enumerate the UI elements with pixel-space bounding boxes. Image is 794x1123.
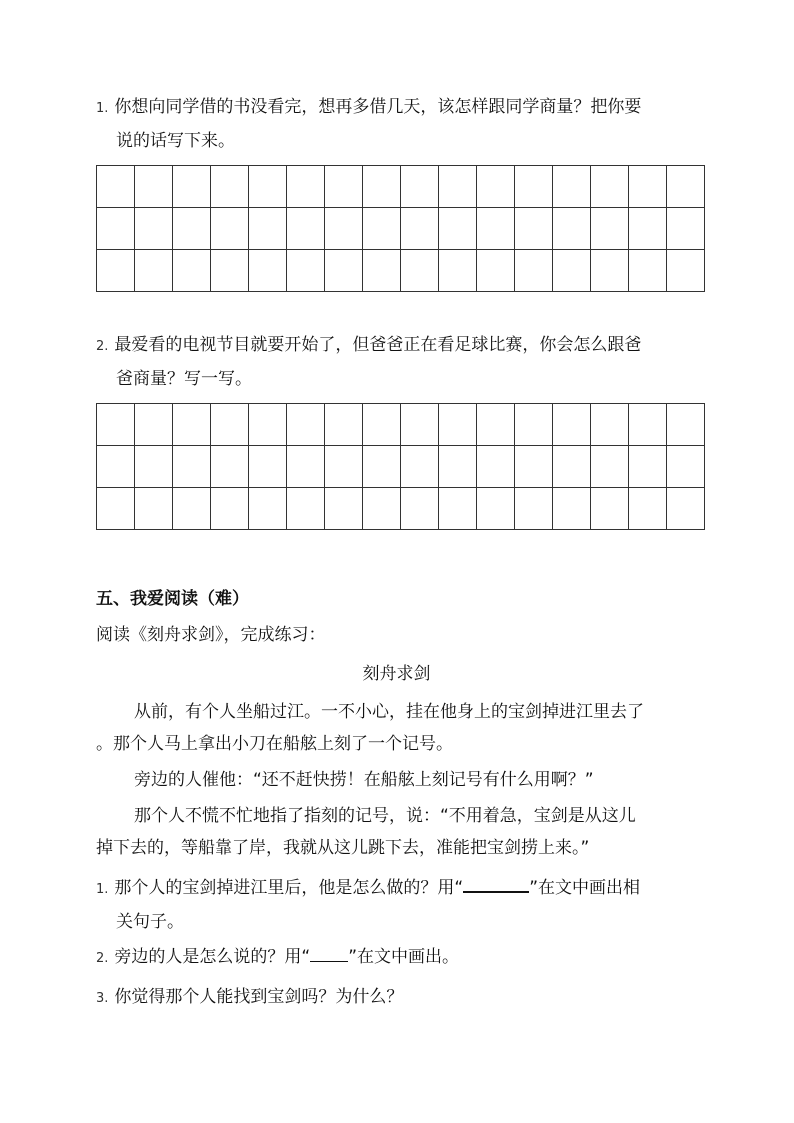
- grid-cell[interactable]: [401, 166, 439, 208]
- grid-cell[interactable]: [401, 404, 439, 446]
- grid-cell[interactable]: [97, 250, 135, 292]
- exercise-number: 2.: [96, 951, 109, 966]
- underline-blank: [310, 947, 348, 962]
- grid-cell[interactable]: [249, 166, 287, 208]
- grid-cell[interactable]: [553, 488, 591, 530]
- grid-cell[interactable]: [553, 404, 591, 446]
- grid-cell[interactable]: [325, 208, 363, 250]
- grid-cell[interactable]: [629, 446, 667, 488]
- grid-cell[interactable]: [515, 488, 553, 530]
- section-heading: 五、我爱阅读（难）: [96, 589, 249, 609]
- exercise-text-post: ”在文中画出。: [348, 947, 460, 967]
- grid-cell[interactable]: [439, 250, 477, 292]
- grid-cell[interactable]: [591, 208, 629, 250]
- question-text-cont: 爸商量？写一写。: [116, 369, 252, 389]
- grid-cell[interactable]: [629, 208, 667, 250]
- grid-cell[interactable]: [325, 488, 363, 530]
- grid-cell[interactable]: [211, 488, 249, 530]
- grid-cell[interactable]: [667, 404, 705, 446]
- grid-cell[interactable]: [287, 208, 325, 250]
- exercise-text-cont: 关句子。: [116, 912, 184, 932]
- grid-cell[interactable]: [287, 488, 325, 530]
- grid-cell[interactable]: [287, 404, 325, 446]
- grid-cell[interactable]: [173, 446, 211, 488]
- grid-cell[interactable]: [591, 250, 629, 292]
- grid-cell[interactable]: [211, 166, 249, 208]
- passage-line: 那个人不慌不忙地指了指刻的记号，说：“不用着急，宝剑是从这儿: [134, 806, 636, 826]
- grid-cell[interactable]: [439, 166, 477, 208]
- grid-cell[interactable]: [629, 250, 667, 292]
- grid-cell[interactable]: [287, 446, 325, 488]
- grid-cell[interactable]: [97, 446, 135, 488]
- grid-cell[interactable]: [553, 166, 591, 208]
- grid-cell[interactable]: [325, 446, 363, 488]
- writing-grid-2[interactable]: [96, 403, 705, 530]
- grid-cell[interactable]: [135, 488, 173, 530]
- exercise-text-post: ”在文中画出相: [529, 878, 641, 898]
- grid-cell[interactable]: [211, 208, 249, 250]
- grid-cell[interactable]: [515, 446, 553, 488]
- grid-cell[interactable]: [249, 208, 287, 250]
- passage-line: 掉下去的，等船靠了岸，我就从这儿跳下去，准能把宝剑捞上来。”: [96, 838, 590, 858]
- grid-cell[interactable]: [477, 488, 515, 530]
- passage-line: 从前，有个人坐船过江。一不小心，挂在他身上的宝剑掉进江里去了: [134, 702, 644, 722]
- grid-cell[interactable]: [173, 250, 211, 292]
- grid-cell[interactable]: [439, 488, 477, 530]
- underline-blank: [463, 877, 529, 893]
- grid-cell[interactable]: [173, 166, 211, 208]
- grid-cell[interactable]: [211, 446, 249, 488]
- grid-cell[interactable]: [287, 250, 325, 292]
- grid-cell[interactable]: [477, 208, 515, 250]
- grid-cell[interactable]: [515, 208, 553, 250]
- grid-cell[interactable]: [401, 488, 439, 530]
- passage-paragraph-2: 旁边的人催他：“还不赶快捞！在船舷上刻记号有什么用啊？”: [134, 770, 594, 790]
- grid-cell[interactable]: [667, 446, 705, 488]
- grid-cell[interactable]: [173, 208, 211, 250]
- exercise-text: 旁边的人是怎么说的？用“: [114, 947, 311, 967]
- grid-cell[interactable]: [477, 446, 515, 488]
- grid-cell[interactable]: [591, 446, 629, 488]
- grid-cell[interactable]: [477, 166, 515, 208]
- exercise-2: [96, 941, 706, 975]
- grid-cell[interactable]: [325, 404, 363, 446]
- grid-cell[interactable]: [591, 404, 629, 446]
- grid-cell[interactable]: [173, 404, 211, 446]
- grid-cell[interactable]: [135, 166, 173, 208]
- grid-cell[interactable]: [667, 250, 705, 292]
- passage-title: 刻舟求剑: [362, 664, 431, 684]
- exercise-1: [96, 872, 706, 938]
- grid-cell[interactable]: [591, 488, 629, 530]
- grid-cell[interactable]: [515, 404, 553, 446]
- grid-cell[interactable]: [211, 404, 249, 446]
- grid-cell[interactable]: [363, 488, 401, 530]
- grid-cell[interactable]: [287, 166, 325, 208]
- grid-cell[interactable]: [97, 166, 135, 208]
- question-text: 最爱看的电视节目就要开始了，但爸爸正在看足球比赛，你会怎么跟爸: [114, 335, 642, 355]
- grid-cell[interactable]: [629, 404, 667, 446]
- grid-cell[interactable]: [629, 166, 667, 208]
- reading-instruction: 阅读《刻舟求剑》，完成练习：: [96, 625, 326, 645]
- grid-cell[interactable]: [363, 166, 401, 208]
- question-text-cont: 说的话写下来。: [116, 131, 235, 151]
- passage-paragraph-1: [96, 696, 706, 760]
- grid-cell[interactable]: [97, 208, 135, 250]
- grid-cell[interactable]: [211, 250, 249, 292]
- question-2: [96, 329, 706, 395]
- grid-cell[interactable]: [667, 166, 705, 208]
- grid-cell[interactable]: [553, 208, 591, 250]
- grid-cell[interactable]: [477, 404, 515, 446]
- grid-cell[interactable]: [97, 404, 135, 446]
- grid-cell[interactable]: [439, 404, 477, 446]
- grid-cell[interactable]: [401, 208, 439, 250]
- grid-cell[interactable]: [249, 404, 287, 446]
- grid-row: [97, 404, 705, 446]
- grid-cell[interactable]: [363, 250, 401, 292]
- grid-cell[interactable]: [135, 208, 173, 250]
- passage-paragraph-3: [96, 800, 706, 864]
- grid-cell[interactable]: [401, 250, 439, 292]
- grid-cell[interactable]: [363, 208, 401, 250]
- question-1: [96, 91, 706, 157]
- grid-cell[interactable]: [135, 250, 173, 292]
- grid-row: [97, 446, 705, 488]
- question-number: 2.: [96, 339, 109, 354]
- grid-row: [97, 166, 705, 208]
- grid-cell[interactable]: [135, 446, 173, 488]
- writing-grid-1[interactable]: [96, 165, 705, 292]
- grid-cell[interactable]: [135, 404, 173, 446]
- grid-row: [97, 208, 705, 250]
- grid-row: [97, 250, 705, 292]
- grid-cell[interactable]: [325, 250, 363, 292]
- exercise-number: 1.: [96, 882, 109, 897]
- grid-cell[interactable]: [667, 488, 705, 530]
- grid-cell[interactable]: [477, 250, 515, 292]
- grid-cell[interactable]: [97, 488, 135, 530]
- grid-cell[interactable]: [173, 488, 211, 530]
- grid-cell[interactable]: [363, 404, 401, 446]
- grid-cell[interactable]: [553, 250, 591, 292]
- grid-cell[interactable]: [325, 166, 363, 208]
- grid-cell[interactable]: [553, 446, 591, 488]
- exercise-number: 3.: [96, 991, 109, 1006]
- exercise-text: 那个人的宝剑掉进江里后，他是怎么做的？用“: [114, 878, 464, 898]
- question-number: 1.: [96, 101, 109, 116]
- passage-line: 。那个人马上拿出小刀在船舷上刻了一个记号。: [96, 734, 453, 754]
- grid-cell[interactable]: [249, 488, 287, 530]
- grid-row: [97, 488, 705, 530]
- grid-cell[interactable]: [439, 446, 477, 488]
- grid-cell[interactable]: [591, 166, 629, 208]
- grid-cell[interactable]: [401, 446, 439, 488]
- grid-cell[interactable]: [515, 166, 553, 208]
- grid-cell[interactable]: [667, 208, 705, 250]
- grid-cell[interactable]: [439, 208, 477, 250]
- grid-cell[interactable]: [249, 250, 287, 292]
- grid-cell[interactable]: [629, 488, 667, 530]
- grid-cell[interactable]: [515, 250, 553, 292]
- question-text: 你想向同学借的书没看完，想再多借几天，该怎样跟同学商量？把你要: [114, 97, 642, 117]
- exercise-text: 你觉得那个人能找到宝剑吗？为什么？: [114, 987, 404, 1007]
- grid-cell[interactable]: [249, 446, 287, 488]
- exercise-3: [96, 981, 706, 1015]
- grid-cell[interactable]: [363, 446, 401, 488]
